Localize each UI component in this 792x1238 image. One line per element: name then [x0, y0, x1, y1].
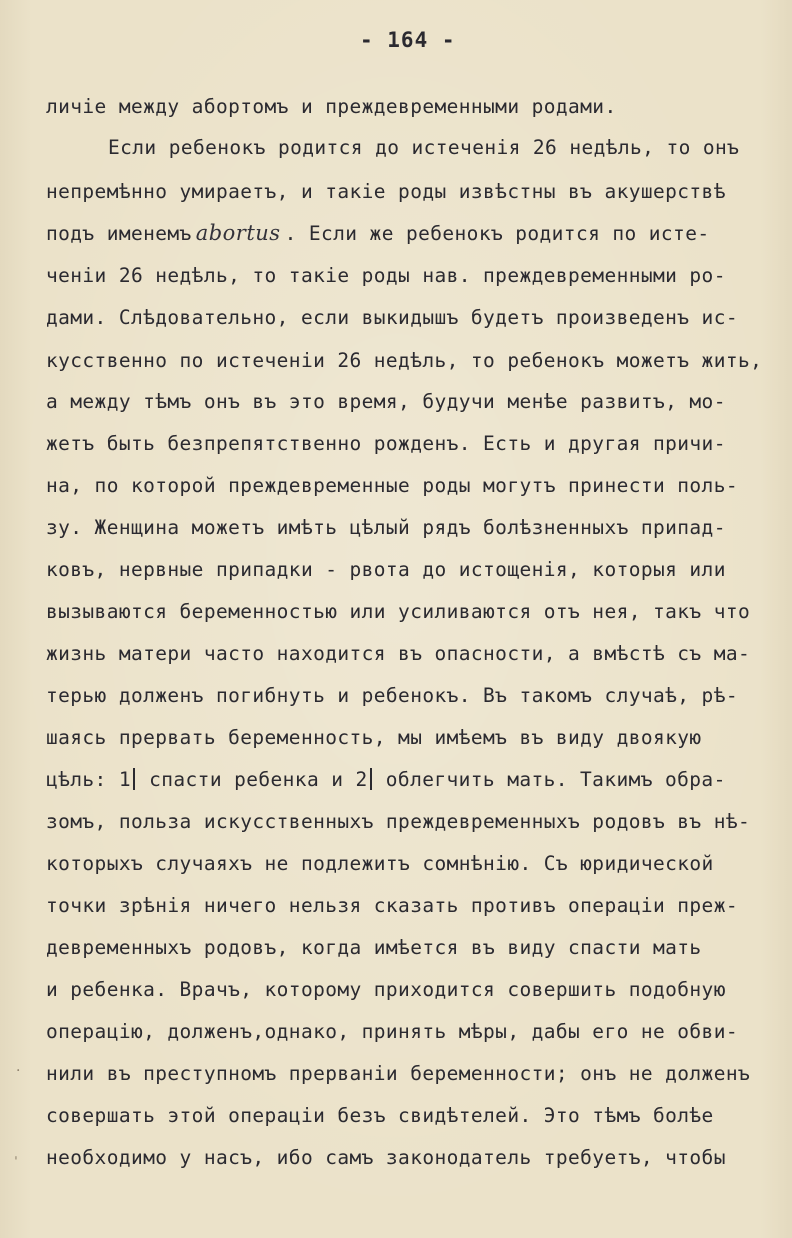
text-line [46, 1062, 750, 1085]
text-line [46, 264, 726, 287]
text-line [46, 726, 702, 749]
text-line [46, 516, 726, 539]
text-line [46, 768, 726, 791]
list-marker-bar [370, 768, 372, 790]
text-segment: ковъ, нервные припадки - рвота до истощенiя, которыя или [46, 558, 726, 581]
text-line [46, 306, 738, 329]
text-line [46, 221, 709, 245]
text-segment: которыхъ случаяхъ не подлежитъ сомнѣнiю. Съ юридической [46, 852, 714, 875]
text-line [46, 558, 726, 581]
text-segment: . Если же ребенокъ родится по исте- [284, 222, 710, 245]
text-segment: непремѣнно умираетъ, и такiе роды извѣстны въ акушерствѣ [46, 180, 726, 203]
text-line [46, 978, 726, 1001]
text-line [46, 432, 726, 455]
page-number: - 164 - [360, 28, 456, 52]
text-line [46, 95, 617, 118]
text-line [46, 936, 702, 959]
text-segment: и ребенка. Врачъ, которому приходится совершить подобную [46, 978, 726, 1001]
text-segment: операцiю, долженъ,однако, принять мѣры, дабы его не обви- [46, 1020, 738, 1043]
text-segment: подъ именемъ [46, 222, 192, 245]
text-line [46, 180, 726, 203]
margin-tick: ˌ [14, 1146, 18, 1162]
text-line [46, 600, 750, 623]
bleed-through-text [772, 80, 792, 250]
text-segment: зу. Женщина можетъ имѣть цѣлый рядъ болѣзненныхъ припад- [46, 516, 726, 539]
text-segment: личiе между абортомъ и преждевременными родами. [46, 95, 617, 118]
text-segment: облегчить мать. Такимъ обра- [373, 768, 726, 791]
list-marker-bar [133, 768, 135, 790]
text-segment: цѣль: 1 [46, 768, 131, 791]
text-line [108, 136, 739, 159]
text-segment: совершать этой операцiи безъ свидѣтелей. Это тѣмъ болѣе [46, 1104, 714, 1127]
text-segment: Если ребенокъ родится до истеченiя 26 недѣль, то онъ [108, 136, 740, 159]
text-line [46, 1020, 738, 1043]
text-line [46, 642, 750, 665]
text-segment: а между тѣмъ онъ въ это время, будучи менѣе развитъ, мо- [46, 390, 726, 413]
text-line [46, 684, 738, 707]
text-segment: дами. Слѣдовательно, если выкидышъ будетъ произведенъ ис- [46, 306, 738, 329]
text-line [46, 810, 750, 833]
text-segment: кусственно по истеченiи 26 недѣль, то ребенокъ можетъ жить, [46, 349, 763, 372]
text-segment: на, по которой преждевременные роды могутъ принести поль- [46, 474, 738, 497]
text-segment: точки зрѣнiя ничего нельзя сказать противъ операцiи преж- [46, 894, 738, 917]
text-line [46, 1104, 714, 1127]
text-line [46, 349, 762, 372]
margin-dot: · [16, 1063, 21, 1079]
text-line [46, 390, 726, 413]
text-segment: вызываются беременностью или усиливаются отъ нея, такъ что [46, 600, 751, 623]
text-segment: ченiи 26 недѣль, то такiе роды нав. преждевременными ро- [46, 264, 726, 287]
text-segment: нили въ преступномъ прерванiи беременности; онъ не долженъ [46, 1062, 751, 1085]
text-segment: зомъ, польза искусственныхъ преждевременныхъ родовъ въ нѣ- [46, 810, 751, 833]
text-segment: необходимо у насъ, ибо самъ законодатель требуетъ, чтобы [46, 1146, 726, 1169]
text-line [46, 894, 738, 917]
text-line [46, 474, 738, 497]
text-line [46, 1146, 726, 1169]
text-segment: девременныхъ родовъ, когда имѣется въ виду спасти мать [46, 936, 702, 959]
text-line [46, 852, 714, 875]
text-segment: спасти ребенка и 2 [136, 768, 368, 791]
handwritten-word: abortus [195, 221, 281, 245]
text-segment: жизнь матери часто находится въ опасности, а вмѣстѣ съ ма- [46, 642, 751, 665]
text-segment: терью долженъ погибнуть и ребенокъ. Въ такомъ случаѣ, рѣ- [46, 684, 738, 707]
text-segment: шаясь прервать беременность, мы имѣемъ въ виду двоякую [46, 726, 702, 749]
text-segment: жетъ быть безпрепятственно рожденъ. Есть и другая причи- [46, 432, 726, 455]
